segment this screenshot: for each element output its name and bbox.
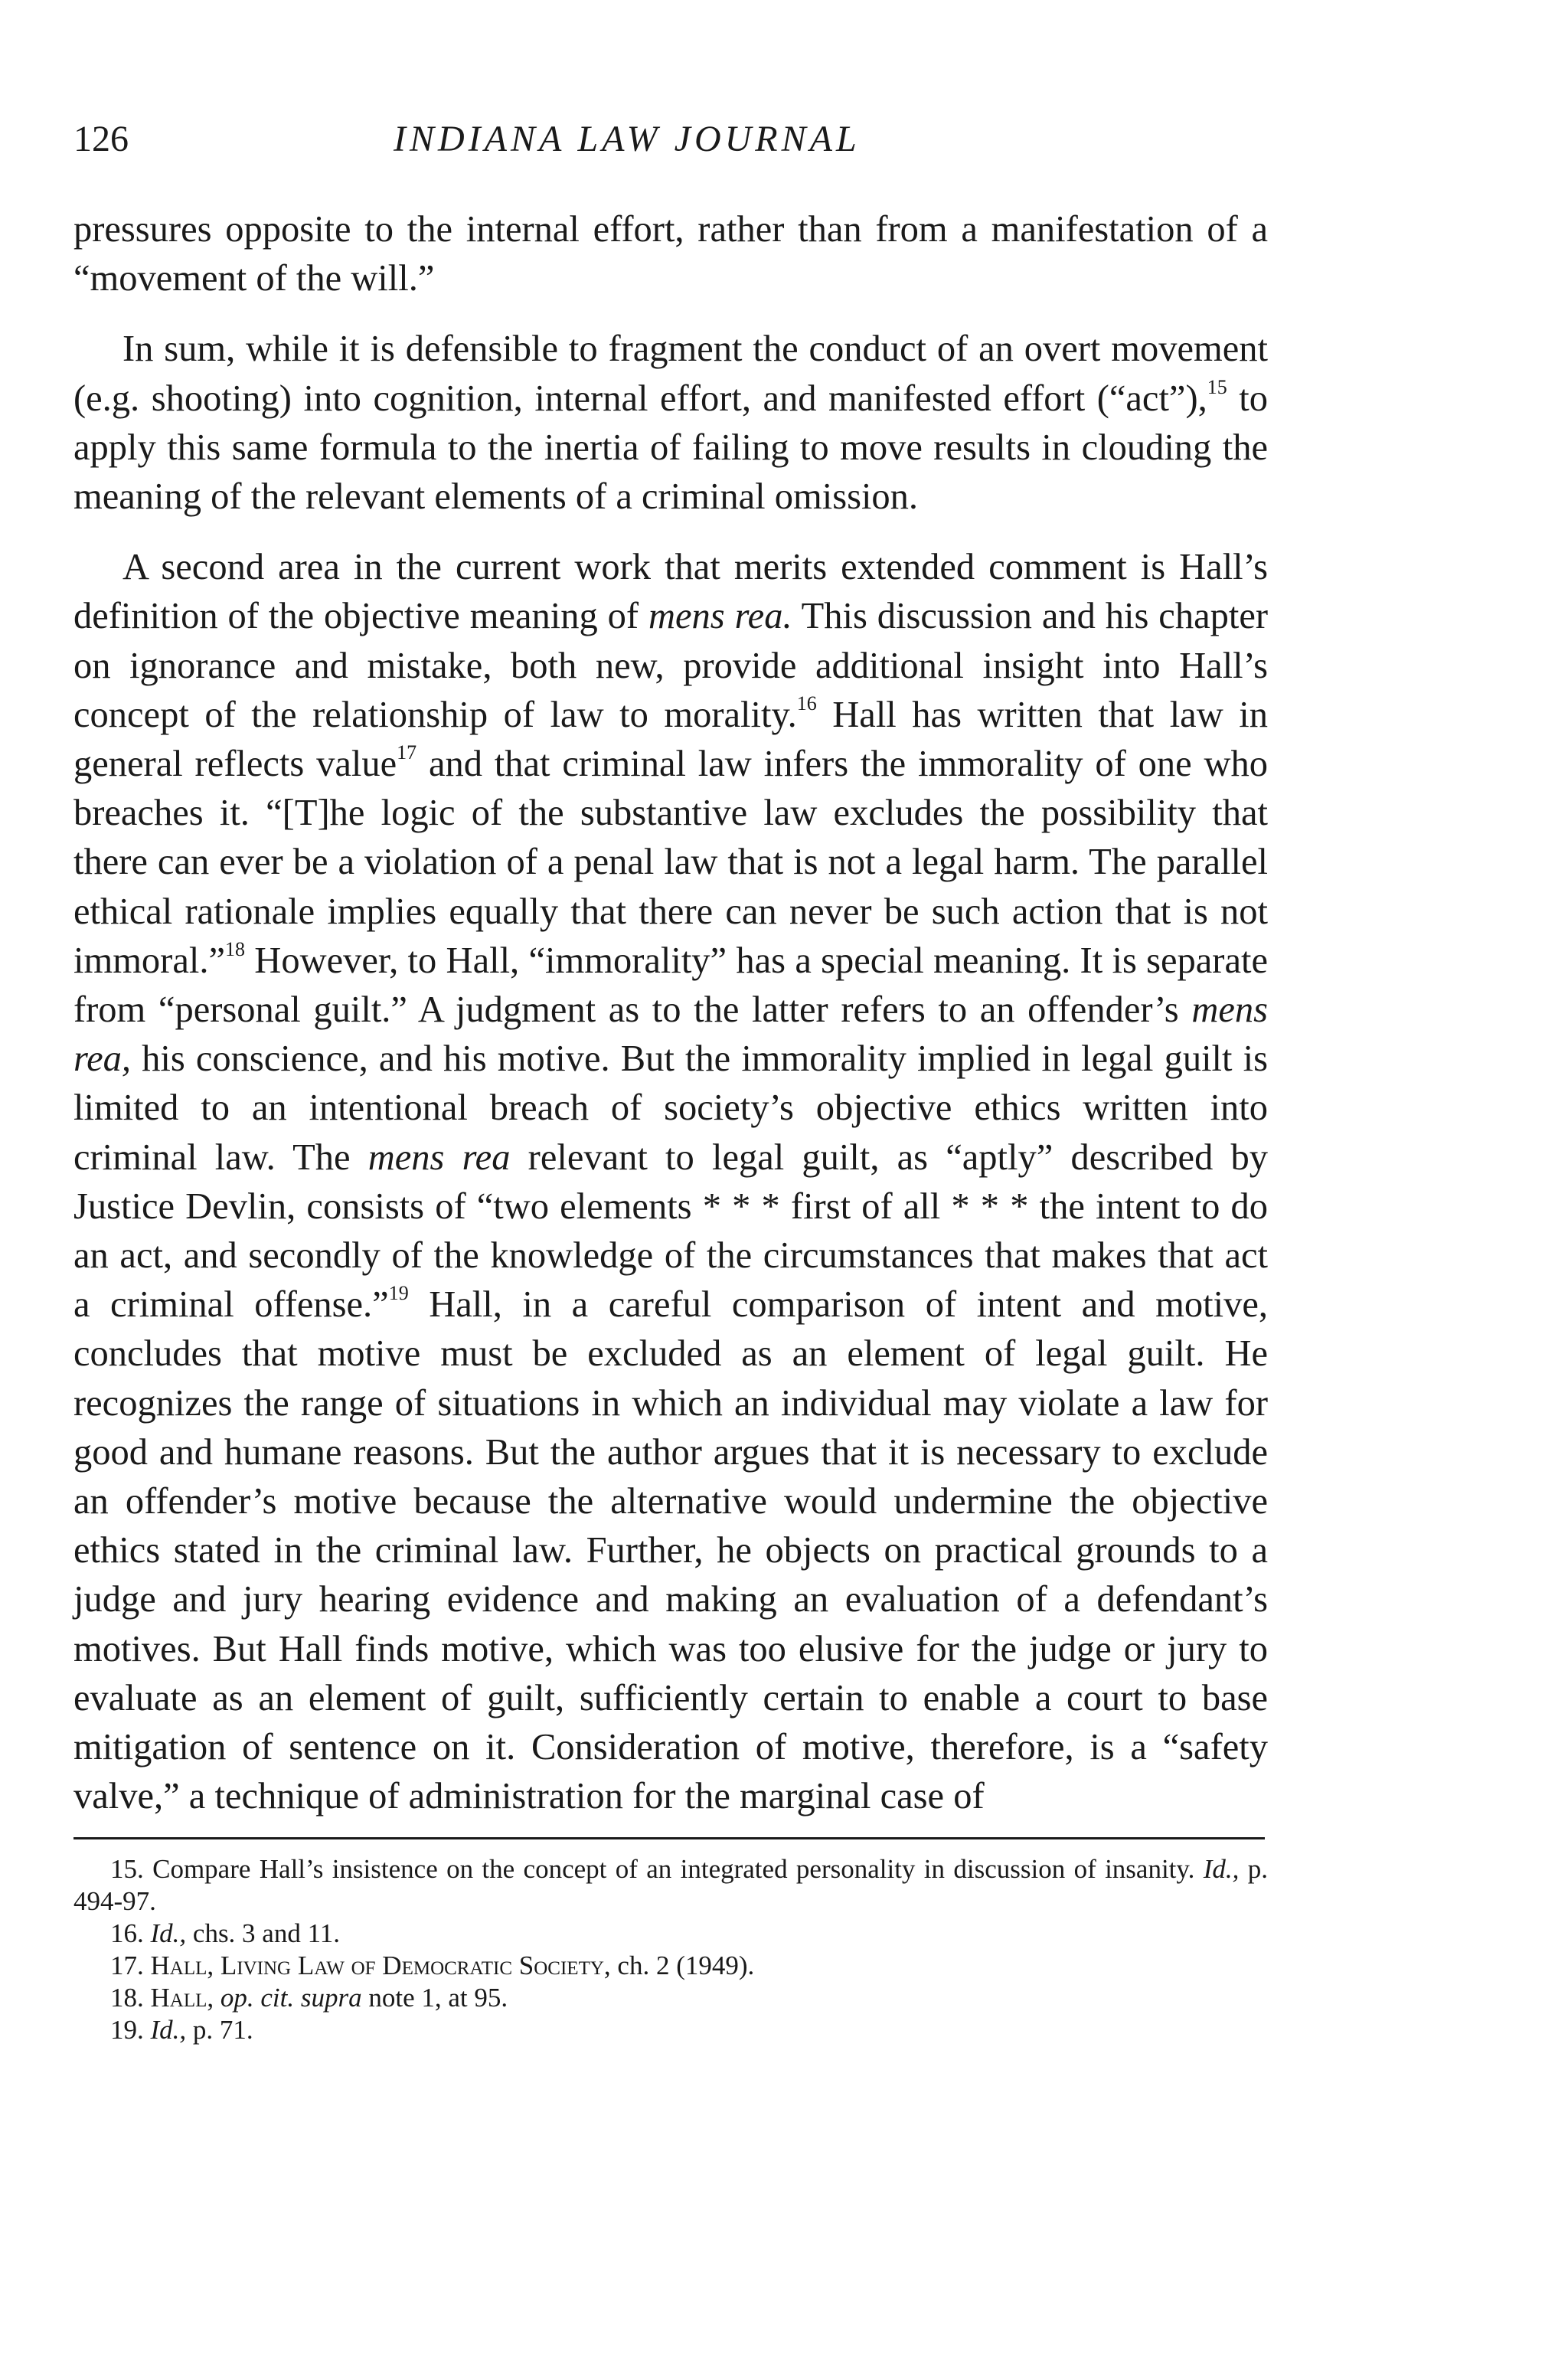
footnotes [74, 1853, 1268, 2046]
footnote-19: 19. Id., p. 71. [110, 2014, 253, 2045]
paragraph-1: pressures opposite to the internal effort, rather than from a manifestation of a “movement of the will.” [74, 209, 1268, 299]
paragraph-3: A second area in the current work that merits extended comment is Hall’s definition of the objective meaning of mens rea. This discussion and his chapter on ignorance and mistake, both new, provide additional insight into Hall’s concept of the relationship of law to morality.$^{16}$ Hall has written that law in general reflects value$^{17}$ and that criminal law infers the immorality of one who breaches it. “[T]he logic of the substantive law excludes the possibility that there can ever be a violation of a penal law that is not a legal harm. The parallel ethical rationale implies equally that there can never be such action that is not immoral.”$^{18}$ However, to Hall, “immorality” has a special meaning. It is separate from “personal guilt.” A judgment as to the latter refers to an offender’s mens rea, his conscience, and his motive. But the immorality implied in legal guilt is limited to an intentional breach of society’s objective ethics written into criminal law. The mens rea relevant to legal guilt, as “aptly” described by Justice Devlin, consists of “two elements * * * first of all * * * the intent to do an act, and secondly of the knowledge of the circumstances that makes that act a criminal offense.”$^{19}$ Hall, in a careful comparison of intent and motive, concludes that motive must be excluded as an element of legal guilt. He recognizes the range of situations in which an individual may violate a law for good and humane reasons. But the author argues that it is necessary to exclude an offender’s motive because the alternative would undermine the objective ethics stated in the criminal law. Further, he objects on practical grounds to a judge and jury hearing evidence and making an evaluation of a defendant’s motives. But Hall finds motive, which was too elusive for the judge or jury to evaluate as an element of guilt, sufficiently certain to enable a court to base mitigation of sentence on it. Consideration of motive, therefore, is a “safety valve,” a technique of administration for the marginal case of [74, 547, 1269, 1817]
journal-title: INDIANA LAW JOURNAL [394, 119, 861, 159]
footnote-17: 17. Hall, Living Law of Democratic Society, ch. 2 (1949). [110, 1950, 755, 1980]
running-header [74, 115, 1268, 164]
page-number: 126 [74, 119, 129, 159]
footnote-16: 16. Id., chs. 3 and 11. [110, 1918, 341, 1948]
footnote-divider [74, 1837, 1265, 1839]
footnote-ref-17: 17 [397, 741, 417, 764]
mens-rea-term: mens rea [368, 1136, 511, 1178]
paragraph-2: In sum, while it is defensible to fragment the conduct of an overt movement (e.g. shooting) into cognition, internal effort, and manifested effort (“act”),$^{15}$ to apply this same formula to the inertia of failing to move results in clouding the meaning of the relevant elements of a criminal omission. [74, 329, 1268, 518]
footnote-ref-15: 15 [1207, 375, 1227, 398]
footnote-ref-19: 19 [388, 1282, 409, 1305]
body-text [74, 205, 1268, 1822]
footnote-18: 18. Hall, op. cit. supra note 1, at 95. [110, 1982, 508, 2013]
document-page [74, 115, 1268, 2046]
footnote-15: 15. Compare Hall’s insistence on the concept of an integrated personality in discussion of insanity. Id., p. 494-97. [74, 1853, 1269, 1916]
footnote-ref-16: 16 [796, 692, 817, 715]
mens-rea-term: mens rea. [648, 596, 792, 637]
footnote-ref-18: 18 [224, 937, 245, 960]
mens-rea-term: mens rea, [74, 989, 1268, 1080]
